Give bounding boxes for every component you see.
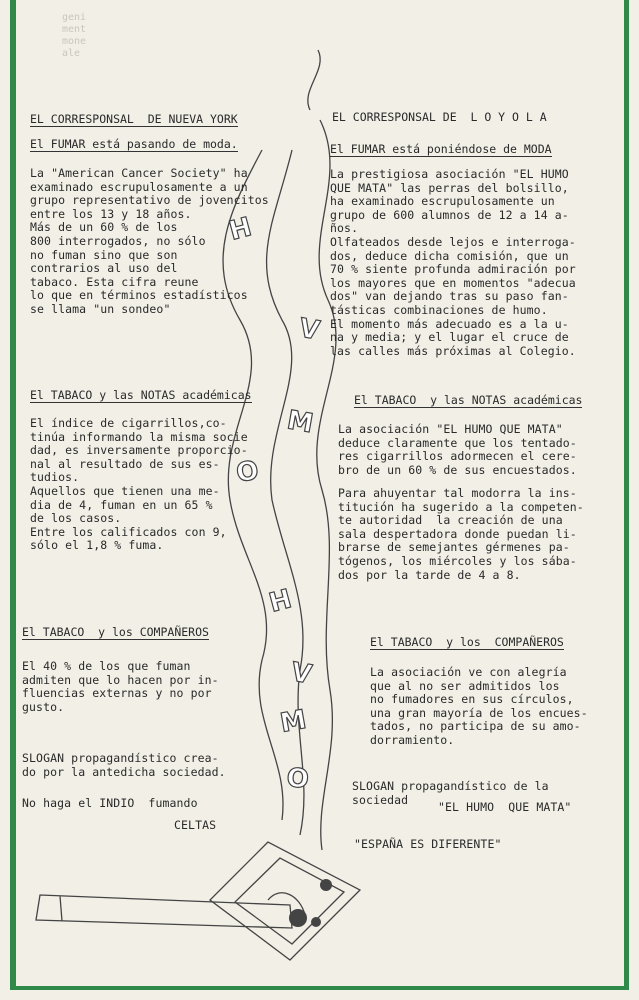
- left-section1-body: La "American Cancer Society" ha examinado escrupulosamente a un grupo representativo de jovencitos entre los 13 y 18 años. Más de un 60 % de los 800 interrogados, no sólo no fuman sino que son contrarios al uso del tabaco. Esta cifra reune lo que en términos estadísticos se llama "un sondeo": [30, 166, 269, 316]
- smoke-letter: H: [226, 212, 255, 247]
- ash-spot: [320, 879, 332, 891]
- left-section2-body: El índice de cigarrillos,co- tinúa informando la misma socie dad, es inversamente proporcio- nal al resultado de sus es- tudios. Aquellos que tienen una me- dia de 4, fuman en un 65 % de los casos. Entre los calificados con 9, sólo el 1,8 % fuma.: [30, 416, 248, 553]
- left-section2-heading: El TABACO y las NOTAS académicas: [30, 388, 252, 402]
- smoke-tail: [308, 50, 320, 110]
- right-slogan-2: "ESPAÑA ES DIFERENTE": [354, 837, 502, 851]
- left-section3-heading: El TABACO y los COMPAÑEROS: [22, 625, 209, 639]
- smoke-letter: M: [284, 405, 316, 440]
- right-correspondent-title: EL CORRESPONSAL DE L O Y O L A: [332, 110, 547, 124]
- smoke-letter: M: [278, 704, 309, 739]
- right-slogan-text: "EL HUMO QUE MATA": [438, 800, 572, 814]
- right-section2-body-cont: Para ahuyentar tal modorra la ins- titución ha sugerido a la competen- te autoridad la creación de una sala despertadora donde puedan li- brarse de semejantes gérmenes pa- tógenos, los miércoles y los sába- dos por la tarde de 4 a 8.: [338, 486, 584, 582]
- smoke-letter: O: [234, 455, 261, 489]
- right-section2-body: La asociación "EL HUMO QUE MATA" deduce claramente que los tentado- res cigarrillos adormecen el cere- bro de un 60 % de sus encuestados.: [338, 422, 577, 477]
- ashtray: [210, 842, 360, 960]
- bleed-through-text: geni ment mone ale: [62, 12, 87, 59]
- right-section3-body: La asociación ve con alegría que al no ser admitidos los no fumadores en sus círculos, una gran mayoría de los encues- tados, no participa de su amo- dorramiento.: [370, 665, 588, 747]
- smoke-letter: V: [296, 313, 322, 347]
- ash-spot: [311, 917, 321, 927]
- right-slogan-label: SLOGAN propagandístico de la sociedad: [352, 779, 549, 807]
- left-correspondent-title: EL CORRESPONSAL DE NUEVA YORK: [30, 112, 238, 126]
- right-section3-heading: El TABACO y los COMPAÑEROS: [370, 635, 564, 649]
- right-section1-body: La prestigiosa asociación "EL HUMO QUE MATA" las perras del bolsillo, ha examinado escrupulosamente un grupo de 600 alumnos de 12 a 14 a- ños. Olfateados desde lejos e interroga- dos, deduce dicha comisión, que un 70 % siente profunda admiración por los mayores que en momentos "adecua dos" van dejando tras su paso fan- tásticas combinaciones de humo. El momento más adecuado es a la u- na y media; y el lugar el cruce de las calles más próximas al Colegio.: [330, 167, 576, 358]
- ash-spot: [289, 909, 307, 927]
- right-section1-heading: El FUMAR está poniéndose de MODA: [330, 142, 552, 156]
- cigarette: [36, 895, 292, 928]
- left-section1-heading: El FUMAR está pasando de moda.: [30, 137, 238, 151]
- left-slogan-label: SLOGAN propagandístico crea- do por la antedicha sociedad.: [22, 751, 226, 779]
- left-slogan-text: No haga el INDIO fumando: [22, 796, 198, 810]
- left-slogan-brand: CELTAS: [174, 818, 217, 832]
- left-section3-body: El 40 % de los que fuman admiten que lo hacen por in- fluencias externas y no por gusto.: [22, 659, 219, 714]
- smoke-letter: H: [266, 584, 295, 619]
- smoke-letter: O: [285, 763, 311, 795]
- smoke-letter: V: [288, 657, 314, 691]
- right-section2-heading: El TABACO y las NOTAS académicas: [354, 393, 583, 407]
